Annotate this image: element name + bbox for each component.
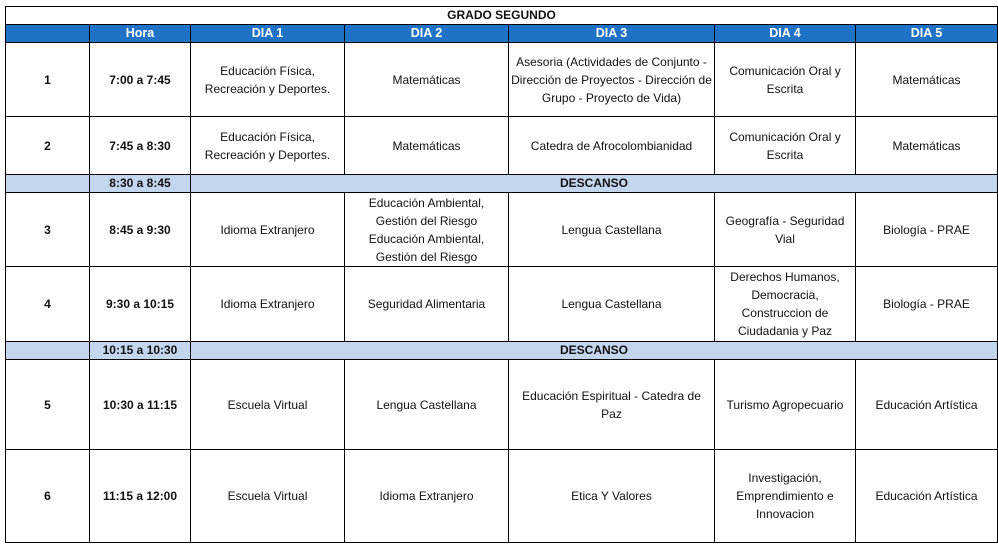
header-row — [6, 25, 998, 43]
break-label: DESCANSO — [191, 342, 998, 360]
period-time: 9:30 a 10:15 — [90, 267, 191, 342]
period-time: 7:00 a 7:45 — [90, 43, 191, 117]
period-number: 5 — [6, 360, 90, 450]
subject-cell: Escuela Virtual — [191, 450, 345, 543]
break-time: 8:30 a 8:45 — [90, 175, 191, 193]
subject-cell: Comunicación Oral y Escrita — [715, 117, 856, 175]
subject-cell: Educación Espiritual - Catedra de Paz — [509, 360, 715, 450]
header-dia1: DIA 1 — [191, 25, 345, 43]
subject-cell: Matemáticas — [856, 43, 998, 117]
subject-cell: Matemáticas — [856, 117, 998, 175]
period-number: 2 — [6, 117, 90, 175]
break-time: 10:15 a 10:30 — [90, 342, 191, 360]
period-row — [6, 450, 998, 543]
subject-cell: Idioma Extranjero — [345, 450, 509, 543]
period-time: 10:30 a 11:15 — [90, 360, 191, 450]
period-number: 3 — [6, 193, 90, 267]
subject-cell: Biología - PRAE — [856, 267, 998, 342]
subject-cell: Educación Artística — [856, 360, 998, 450]
header-num — [6, 25, 90, 43]
subject-cell: Asesoria (Actividades de Conjunto - Dirección de Proyectos - Dirección de Grupo - Proyecto de Vida) — [509, 43, 715, 117]
subject-cell: Lengua Castellana — [509, 267, 715, 342]
subject-cell: Idioma Extranjero — [191, 267, 345, 342]
subject-cell: Lengua Castellana — [509, 193, 715, 267]
subject-cell: Lengua Castellana — [345, 360, 509, 450]
period-time: 7:45 a 8:30 — [90, 117, 191, 175]
subject-cell: Etica Y Valores — [509, 450, 715, 543]
subject-cell: Educación Artística — [856, 450, 998, 543]
period-row — [6, 360, 998, 450]
schedule-table — [5, 6, 998, 543]
break-blank — [6, 342, 90, 360]
period-row — [6, 43, 998, 117]
subject-cell: Investigación, Emprendimiento e Innovacion — [715, 450, 856, 543]
subject-cell: Derechos Humanos, Democracia, Construccion de Ciudadania y Paz — [715, 267, 856, 342]
subject-cell: Geografía - Seguridad Vial — [715, 193, 856, 267]
subject-cell: Biología - PRAE — [856, 193, 998, 267]
header-hora: Hora — [90, 25, 191, 43]
period-number: 6 — [6, 450, 90, 543]
break-label: DESCANSO — [191, 175, 998, 193]
subject-cell: Educación Física, Recreación y Deportes. — [191, 43, 345, 117]
period-time: 8:45 a 9:30 — [90, 193, 191, 267]
header-dia2: DIA 2 — [345, 25, 509, 43]
subject-cell: Escuela Virtual — [191, 360, 345, 450]
header-dia5: DIA 5 — [856, 25, 998, 43]
period-row — [6, 193, 998, 267]
subject-cell: Educación Ambiental, Gestión del Riesgo Educación Ambiental, Gestión del Riesgo — [345, 193, 509, 267]
subject-cell: Comunicación Oral y Escrita — [715, 43, 856, 117]
period-number: 1 — [6, 43, 90, 117]
period-row — [6, 267, 998, 342]
subject-cell: Idioma Extranjero — [191, 193, 345, 267]
subject-cell: Seguridad Alimentaria — [345, 267, 509, 342]
header-dia3: DIA 3 — [509, 25, 715, 43]
subject-cell: Educación Física, Recreación y Deportes. — [191, 117, 345, 175]
subject-cell: Matemáticas — [345, 117, 509, 175]
subject-cell: Catedra de Afrocolombianidad — [509, 117, 715, 175]
schedule-title: GRADO SEGUNDO — [6, 7, 998, 25]
break-row — [6, 342, 998, 360]
period-number: 4 — [6, 267, 90, 342]
header-dia4: DIA 4 — [715, 25, 856, 43]
period-row — [6, 117, 998, 175]
subject-cell: Turismo Agropecuario — [715, 360, 856, 450]
period-time: 11:15 a 12:00 — [90, 450, 191, 543]
break-blank — [6, 175, 90, 193]
subject-cell: Matemáticas — [345, 43, 509, 117]
break-row — [6, 175, 998, 193]
